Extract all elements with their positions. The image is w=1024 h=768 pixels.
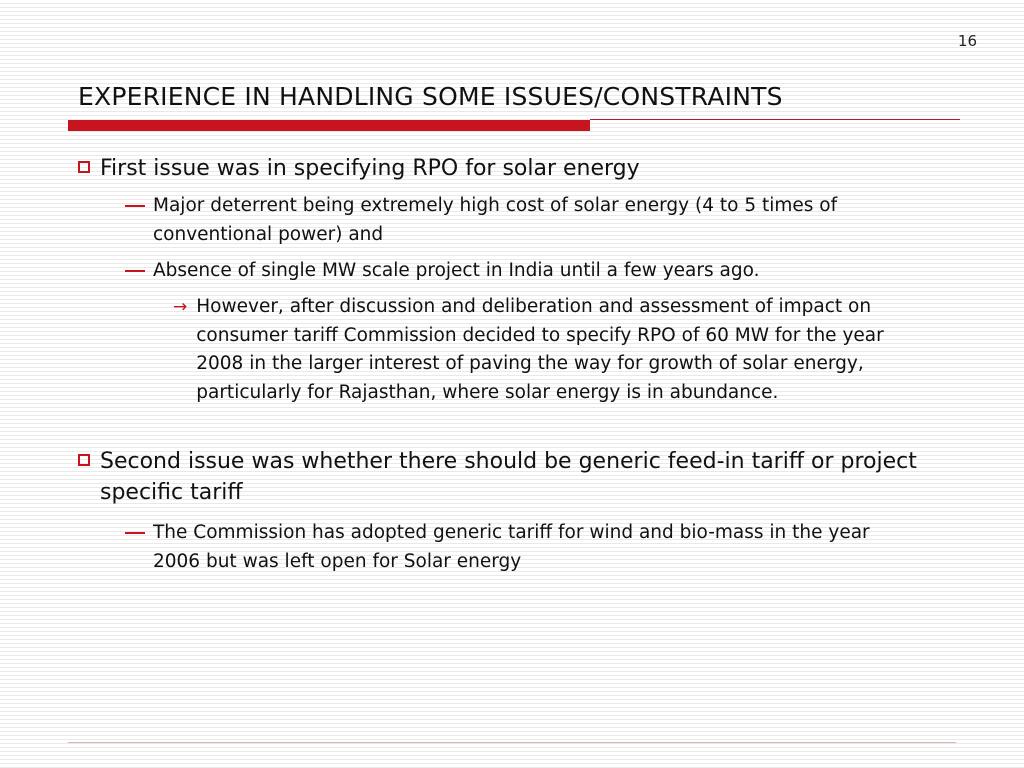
issue1-sub2-text: Absence of single MW scale project in India until a few years ago. [153,260,760,281]
issue2-text: Second issue was whether there should be generic feed-in tariff or project specific tariff [100,449,917,505]
issue1-sub2-item [125,256,945,285]
issue1-sub1-text: Major deterrent being extremely high cost of solar energy (4 to 5 times of conventional power) and [153,195,838,245]
dash-bullet-icon [125,205,145,207]
arrow-bullet-icon: → [173,297,188,317]
issue1-sub2-detail-item [173,293,936,407]
slide-title: EXPERIENCE IN HANDLING SOME ISSUES/CONSTRAINTS [78,82,783,111]
square-bullet-icon [78,161,90,173]
title-underline-thick [68,120,590,131]
title-underline-thin [590,119,960,120]
dash-bullet-icon [125,532,145,534]
issue1-sub1-item [125,191,915,249]
square-bullet-icon [78,454,90,466]
issue2-sub1-item [125,518,915,576]
issue2-sub1-text: The Commission has adopted generic tariff for wind and bio-mass in the year 2006 but was left open for Solar energy [153,522,870,572]
page-number: 16 [957,32,977,50]
issue1-item [78,153,958,184]
footer-rule [68,742,956,743]
issue2-item [78,446,948,508]
issue1-sub2-detail-text: However, after discussion and deliberation and assessment of impact on consumer tariff Commission decided to specify RPO of 60 MW for the year 2008 in the larger interest of paving the way for growth of solar energy, particularly for Rajasthan, where solar energy is in abundance. [196,296,884,403]
dash-bullet-icon [125,270,145,272]
issue1-text: First issue was in specifying RPO for solar energy [100,156,640,181]
